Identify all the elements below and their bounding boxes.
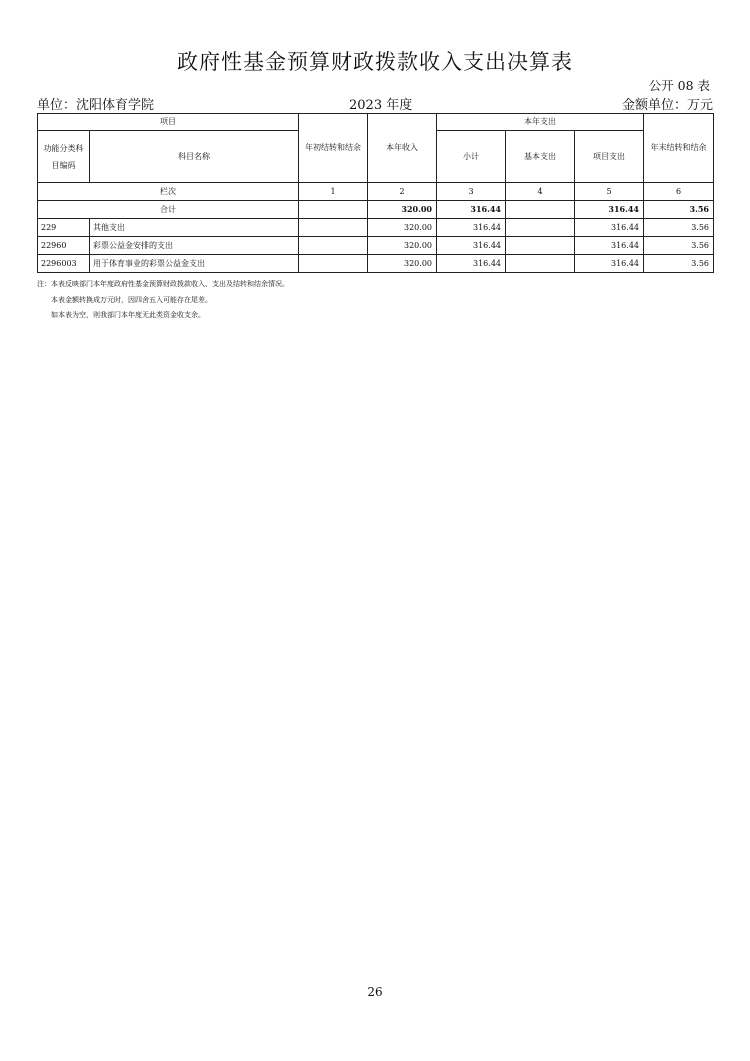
header-current-income: 本年收入 <box>368 114 437 183</box>
year-label: 2023 年度 <box>349 98 413 113</box>
row-name: 用于体育事业的彩票公益金支出 <box>90 255 299 273</box>
row-subtotal: 316.44 <box>437 237 506 255</box>
row-closing: 3.56 <box>644 255 714 273</box>
note-line: 注：本表反映部门本年度政府性基金预算财政拨款收入、支出及结转和结余情况。 <box>37 280 289 288</box>
row-opening <box>299 255 368 273</box>
row-code: 229 <box>38 219 90 237</box>
form-number: 公开 08 表 <box>648 78 710 93</box>
table-row <box>38 255 714 273</box>
row-name: 彩票公益金安排的支出 <box>90 237 299 255</box>
table-row <box>38 219 714 237</box>
row-project: 316.44 <box>575 255 644 273</box>
column-index-label: 栏次 <box>38 183 299 201</box>
column-index-1: 1 <box>299 183 368 201</box>
document-title: 政府性基金预算财政拨款收入支出决算表 <box>177 50 573 74</box>
column-index-6: 6 <box>644 183 714 201</box>
unit-label: 单位：沈阳体育学院 <box>37 98 155 113</box>
header-function-code: 功能分类科目编码 <box>38 131 90 183</box>
total-label: 合计 <box>38 201 299 219</box>
row-subtotal: 316.44 <box>437 255 506 273</box>
row-project: 316.44 <box>575 219 644 237</box>
header-project-expense: 项目支出 <box>575 131 644 183</box>
column-index-4: 4 <box>506 183 575 201</box>
page-number: 26 <box>367 985 383 999</box>
header-subject-name: 科目名称 <box>90 131 299 183</box>
row-income: 320.00 <box>368 237 437 255</box>
row-closing: 3.56 <box>644 219 714 237</box>
header-closing-balance: 年末结转和结余 <box>644 114 714 183</box>
header-subtotal: 小计 <box>437 131 506 183</box>
meta-row <box>37 94 713 112</box>
row-basic <box>506 237 575 255</box>
header-current-expense-group: 本年支出 <box>437 114 644 131</box>
column-index-row <box>38 183 714 201</box>
column-index-3: 3 <box>437 183 506 201</box>
row-income: 320.00 <box>368 219 437 237</box>
row-project: 316.44 <box>575 237 644 255</box>
row-basic <box>506 219 575 237</box>
row-income: 320.00 <box>368 255 437 273</box>
total-opening <box>299 201 368 219</box>
row-opening <box>299 219 368 237</box>
row-subtotal: 316.44 <box>437 219 506 237</box>
header-row-1 <box>38 114 714 131</box>
row-code: 22960 <box>38 237 90 255</box>
currency-unit-label: 金额单位：万元 <box>621 98 713 113</box>
total-project: 316.44 <box>575 201 644 219</box>
row-name: 其他支出 <box>90 219 299 237</box>
header-opening-balance: 年初结转和结余 <box>299 114 368 183</box>
header-basic-expense: 基本支出 <box>506 131 575 183</box>
total-closing: 3.56 <box>644 201 714 219</box>
row-closing: 3.56 <box>644 237 714 255</box>
column-index-5: 5 <box>575 183 644 201</box>
row-opening <box>299 237 368 255</box>
column-index-2: 2 <box>368 183 437 201</box>
note-line: 如本表为空，则我部门本年度无此类资金收支余。 <box>51 311 205 319</box>
total-subtotal: 316.44 <box>437 201 506 219</box>
total-income: 320.00 <box>368 201 437 219</box>
fund-budget-table <box>37 113 714 273</box>
total-row <box>38 201 714 219</box>
header-project-group: 项目 <box>38 114 299 131</box>
table-row <box>38 237 714 255</box>
notes <box>37 277 289 324</box>
row-code: 2296003 <box>38 255 90 273</box>
row-basic <box>506 255 575 273</box>
total-basic <box>506 201 575 219</box>
note-line: 本表金额转换成万元时，因四舍五入可能存在尾差。 <box>51 295 212 304</box>
